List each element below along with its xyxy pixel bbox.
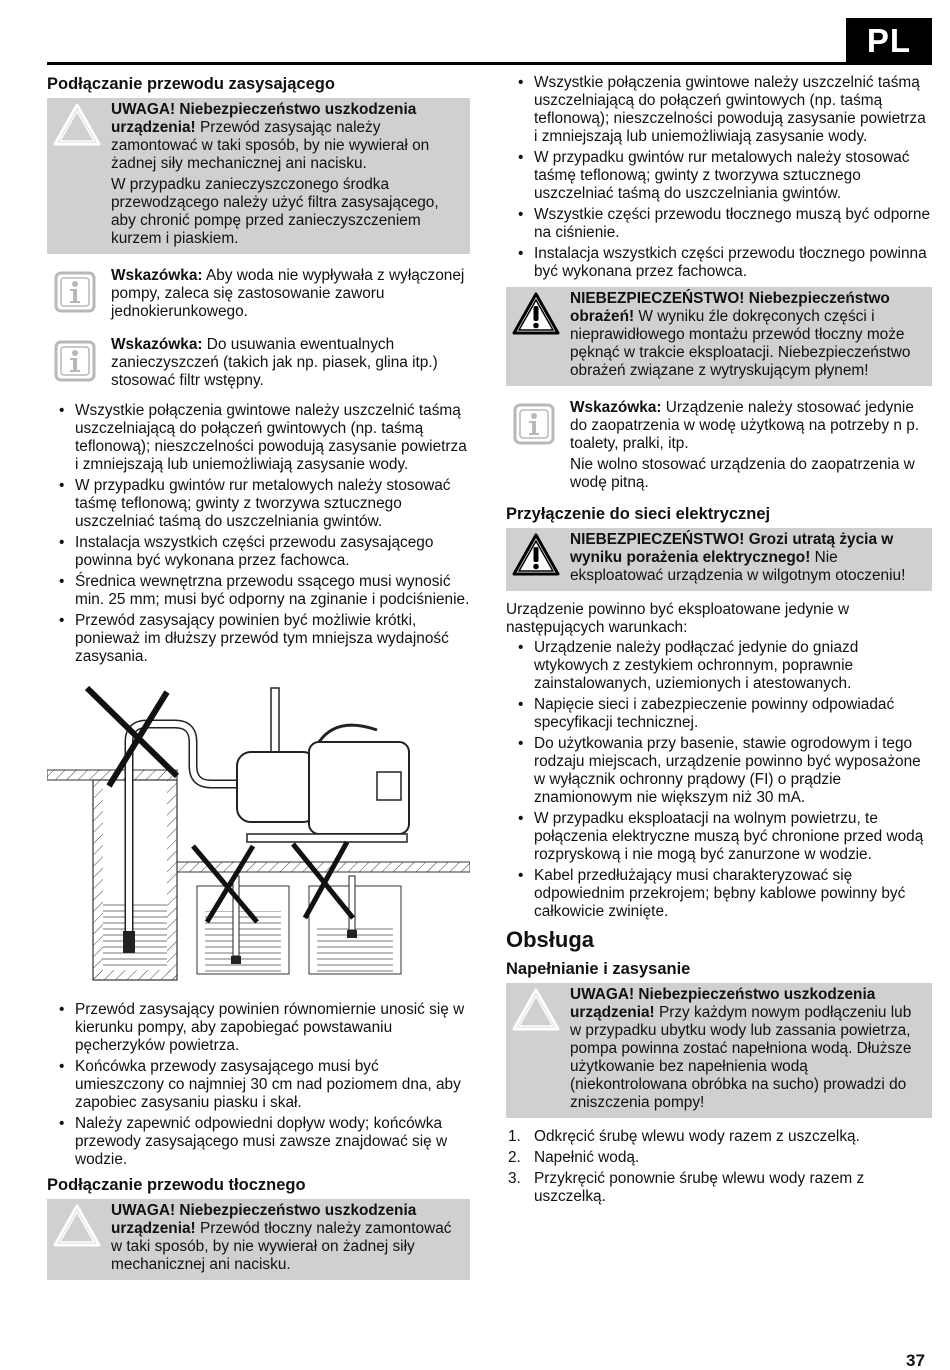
warning-body: Przewód tłoczny należy zamontować w taki sposób, by nie wywierał on żadnej siły mechanicznej ani nacisku. <box>111 1220 452 1273</box>
list-item: • W przypadku gwintów rur metalowych należy stosować taśmę teflonową; gwinty z tworzywa sztucznego uszczelniać taśmą do uszczelniania gwintów. <box>506 149 932 203</box>
pressure-bullets <box>506 74 932 281</box>
heading-operation: Obsługa <box>506 927 595 952</box>
filling-steps <box>506 1128 932 1206</box>
info-icon <box>53 270 97 314</box>
electrical-bullets <box>506 639 932 921</box>
step-number: 3. <box>508 1170 521 1187</box>
step-text: Odkręcić śrubę wlewu wody razem z uszczelką. <box>534 1128 860 1145</box>
heading-pressure-hose: Podłączanie przewodu tłocznego <box>47 1176 306 1194</box>
hint-prefilter <box>47 333 470 392</box>
pump-body <box>237 688 409 842</box>
left-column <box>47 74 470 1290</box>
heading-electrical: Przyłączenie do sieci elektrycznej <box>506 505 771 523</box>
hint-body: Do usuwania ewentualnych zanieczyszczeń (takich jak np. piasek, glina itp.) stosować filtr wstępny. <box>111 336 438 389</box>
hint-text <box>570 399 928 453</box>
list-item: • Napięcie sieci i zabezpieczenie powinny odpowiadać specyfikacji technicznej. <box>506 696 932 732</box>
step-item <box>506 1128 932 1146</box>
list-item: • Przewód zasysający powinien być możliwie krótki, ponieważ im dłuższy przewód tym mniejsza wydajność zasysania. <box>47 612 470 666</box>
list-item: • Kabel przedłużający musi charakteryzować się odpowiednim przekrojem; bębny kablowe powinny być całkowicie zwinięte. <box>506 867 932 921</box>
suction-installation-illustration <box>47 686 470 986</box>
warning-text <box>570 986 922 1112</box>
warning-body: Przewód zasysając należy zamontować w taki sposób, by nie wywierał on żadnej siły mechanicznej ani nacisku. <box>111 119 430 172</box>
hint-label: Wskazówka: <box>111 336 203 353</box>
suction-bullets-2 <box>47 1001 470 1169</box>
warning-title: UWAGA! Niebezpieczeństwo uszkodzenia urządzenia! <box>111 1202 417 1237</box>
list-item: • W przypadku gwintów rur metalowych należy stosować taśmę teflonową; gwinty z tworzywa sztucznego uszczelniać taśmą do uszczelniania gwintów. <box>47 477 470 531</box>
warning-title: UWAGA! Niebezpieczeństwo uszkodzenia urządzenia! <box>111 101 417 136</box>
list-item: • Wszystkie połączenia gwintowe należy uszczelnić taśmą uszczelniającą do połączeń gwintowych (np. taśmą teflonową); nieszczelności powodują zasysanie powietrza i zmniejszają lub uniemożliwiają zasysanie wody. <box>47 402 470 474</box>
warning-triangle-icon <box>53 102 101 146</box>
danger-body: W wyniku źle dokręconych części i nieprawidłowego montażu przewód tłoczny może pęknąć w trakcie eksploatacji. Niebezpieczeństwo obrażeń związane z wytryskującym płynem! <box>570 308 911 379</box>
heading-suction-hose: Podłączanie przewodu zasysającego <box>47 75 335 93</box>
danger-title: NIEBEZPIECZEŃSTWO! Grozi utratą życia w wyniku porażenia elektrycznego! <box>570 531 894 566</box>
hint-text <box>111 336 466 390</box>
hint-label: Wskazówka: <box>111 267 203 284</box>
hint-body: Aby woda nie wypływała z wyłączonej pompy, zaleca się zastosowanie zaworu jednokierunkowego. <box>111 267 465 320</box>
warning-box-filling <box>506 983 932 1118</box>
hint-check-valve <box>47 264 470 323</box>
step-number: 2. <box>508 1149 521 1166</box>
page-number: 37 <box>906 1351 925 1370</box>
danger-triangle-icon <box>512 291 560 335</box>
warning-text <box>111 101 460 173</box>
heading-filling: Napełnianie i zasysanie <box>506 960 691 978</box>
danger-text <box>570 531 922 585</box>
danger-title: NIEBEZPIECZEŃSTWO! Niebezpieczeństwo obrażeń! <box>570 290 890 325</box>
step-text: Przykręcić ponownie śrubę wlewu wody razem z uszczelką. <box>534 1170 865 1205</box>
list-item: • Końcówka przewody zasysającego musi być umieszczony co najmniej 30 cm nad poziomem dna, aby zapobiec zasysaniu piasku i skał. <box>47 1058 470 1112</box>
right-column <box>506 74 932 1209</box>
hint-text-2: Nie wolno stosować urządzenia do zaopatrzenia w wodę pitną. <box>570 456 915 491</box>
conditions-intro: Urządzenie powinno być eksploatowane jedynie w następujących warunkach: <box>506 601 850 636</box>
info-icon <box>512 402 556 446</box>
info-icon <box>53 339 97 383</box>
language-badge: PL <box>846 18 932 64</box>
warning-triangle-icon <box>53 1203 101 1247</box>
list-item: • Urządzenie należy podłączać jedynie do gniazd wtykowych z zestykiem ochronnym, poprawnie zainstalowanych, uziemionych i atestowanych. <box>506 639 932 693</box>
step-number: 1. <box>508 1128 521 1145</box>
warning-text-2: W przypadku zanieczyszczonego środka przewodzącego należy użyć filtra zasysającego, aby chronić pompę przed zanieczyszczeniem kurzem i piaskiem. <box>111 176 439 247</box>
list-item: • Do użytkowania przy basenie, stawie ogrodowym i tego rodzaju miejscach, urządzenie powinno być wyposażone w wyłącznik ochronny prądowy (FI) o prądzie znamionowym nie większym niż 30 mA. <box>506 735 932 807</box>
list-item: • Instalacja wszystkich części przewodu zasysającego powinna być wykonana przez fachowca. <box>47 534 470 570</box>
step-item <box>506 1149 932 1167</box>
top-rule <box>47 62 932 65</box>
warning-body: Przy każdym nowym podłączeniu lub w przypadku ubytku wody lub zassania powietrza, pompa powinna zostać napełniona wodą. Dłuższe użytkowanie bez napełnienia wodą (niekontrolowana obróbka na sucho) prowadzi do zniszczenia pompy! <box>570 1004 912 1111</box>
list-item: • Instalacja wszystkich części przewodu tłocznego powinna być wykonana przez fachowca. <box>506 245 932 281</box>
list-item: • Należy zapewnić odpowiedni dopływ wody; końcówka przewody zasysającego musi zawsze znajdować się w wodzie. <box>47 1115 470 1169</box>
danger-triangle-icon <box>512 532 560 576</box>
warning-title: UWAGA! Niebezpieczeństwo uszkodzenia urządzenia! <box>570 986 876 1021</box>
danger-text <box>570 290 922 380</box>
step-text: Napełnić wodą. <box>534 1149 640 1166</box>
warning-triangle-icon <box>512 987 560 1031</box>
hint-body: Urządzenie należy stosować jedynie do zaopatrzenia w wodę użytkową na potrzeby n p. toalety, pralki, itp. <box>570 399 920 452</box>
danger-box-electric <box>506 528 932 591</box>
warning-text <box>111 1202 460 1274</box>
danger-box-injury <box>506 287 932 386</box>
step-item <box>506 1170 932 1206</box>
warning-box-suction <box>47 98 470 254</box>
list-item: • Średnica wewnętrzna przewodu ssącego musi wynosić min. 25 mm; musi być odporny na zginanie i podciśnienie. <box>47 573 470 609</box>
warning-box-pressure <box>47 1199 470 1280</box>
suction-bullets <box>47 402 470 666</box>
danger-body: Nie eksploatować urządzenia w wilgotnym otoczeniu! <box>570 549 906 584</box>
hint-label: Wskazówka: <box>570 399 662 416</box>
list-item: • Wszystkie części przewodu tłocznego muszą być odporne na ciśnienie. <box>506 206 932 242</box>
list-item: • W przypadku eksploatacji na wolnym powietrzu, te połączenia elektryczne muszą być chronione przed wodą rozpryskową i nie mogą być zanurzone w wodzie. <box>506 810 932 864</box>
hint-service-water <box>506 396 932 494</box>
hint-text <box>111 267 466 321</box>
list-item: • Wszystkie połączenia gwintowe należy uszczelnić taśmą uszczelniającą do połączeń gwintowych (np. taśmą teflonową); nieszczelności powodują zasysanie powietrza i zmniejszają lub uniemożliwiają zasysanie wody. <box>506 74 932 146</box>
list-item: • Przewód zasysający powinien równomiernie unosić się w kierunku pompy, aby zapobiegać powstawaniu pęcherzyków powietrza. <box>47 1001 470 1055</box>
